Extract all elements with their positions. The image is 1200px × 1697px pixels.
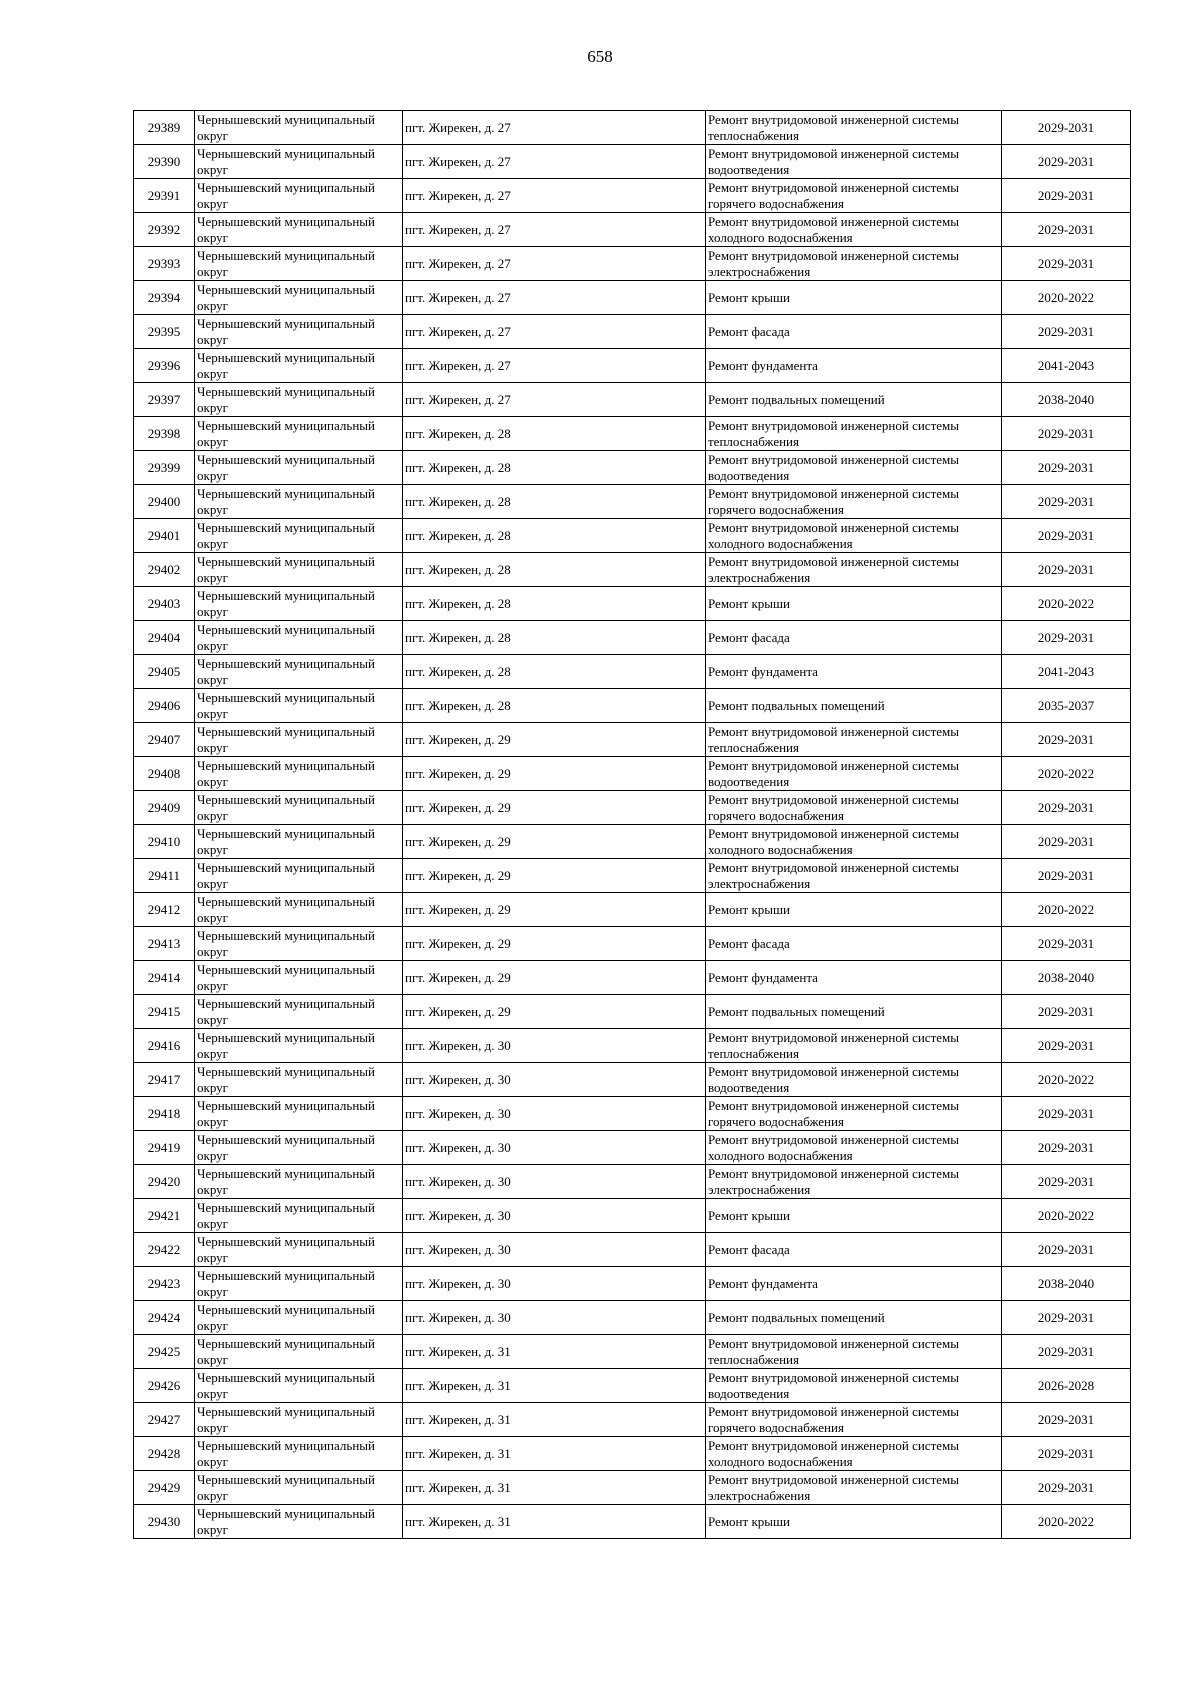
period-cell: 2029-2031 bbox=[1002, 825, 1131, 859]
table-row bbox=[134, 1199, 1131, 1233]
address-cell: пгт. Жирекен, д. 27 bbox=[403, 213, 706, 247]
work-type-cell: Ремонт крыши bbox=[706, 281, 1002, 315]
municipality-cell: Чернышевский муниципальный округ bbox=[195, 1369, 403, 1403]
table-row bbox=[134, 1131, 1131, 1165]
table-row bbox=[134, 281, 1131, 315]
table-row bbox=[134, 485, 1131, 519]
work-type-cell: Ремонт внутридомовой инженерной системы теплоснабжения bbox=[706, 723, 1002, 757]
period-cell: 2029-2031 bbox=[1002, 1471, 1131, 1505]
address-cell: пгт. Жирекен, д. 28 bbox=[403, 587, 706, 621]
row-number-cell: 29397 bbox=[134, 383, 195, 417]
period-cell: 2020-2022 bbox=[1002, 1199, 1131, 1233]
row-number-cell: 29392 bbox=[134, 213, 195, 247]
work-type-cell: Ремонт внутридомовой инженерной системы водоотведения bbox=[706, 1369, 1002, 1403]
work-type-cell: Ремонт подвальных помещений bbox=[706, 689, 1002, 723]
table-row bbox=[134, 825, 1131, 859]
period-cell: 2026-2028 bbox=[1002, 1369, 1131, 1403]
work-type-cell: Ремонт внутридомовой инженерной системы теплоснабжения bbox=[706, 1029, 1002, 1063]
period-cell: 2038-2040 bbox=[1002, 383, 1131, 417]
period-cell: 2029-2031 bbox=[1002, 927, 1131, 961]
period-cell: 2029-2031 bbox=[1002, 791, 1131, 825]
period-cell: 2029-2031 bbox=[1002, 1029, 1131, 1063]
municipality-cell: Чернышевский муниципальный округ bbox=[195, 621, 403, 655]
work-type-cell: Ремонт внутридомовой инженерной системы холодного водоснабжения bbox=[706, 1437, 1002, 1471]
row-number-cell: 29417 bbox=[134, 1063, 195, 1097]
row-number-cell: 29414 bbox=[134, 961, 195, 995]
period-cell: 2020-2022 bbox=[1002, 281, 1131, 315]
period-cell: 2020-2022 bbox=[1002, 587, 1131, 621]
row-number-cell: 29415 bbox=[134, 995, 195, 1029]
municipality-cell: Чернышевский муниципальный округ bbox=[195, 791, 403, 825]
table-row bbox=[134, 1029, 1131, 1063]
period-cell: 2041-2043 bbox=[1002, 655, 1131, 689]
table-row bbox=[134, 723, 1131, 757]
address-cell: пгт. Жирекен, д. 29 bbox=[403, 791, 706, 825]
row-number-cell: 29403 bbox=[134, 587, 195, 621]
municipality-cell: Чернышевский муниципальный округ bbox=[195, 519, 403, 553]
work-type-cell: Ремонт крыши bbox=[706, 893, 1002, 927]
municipality-cell: Чернышевский муниципальный округ bbox=[195, 315, 403, 349]
row-number-cell: 29416 bbox=[134, 1029, 195, 1063]
municipality-cell: Чернышевский муниципальный округ bbox=[195, 689, 403, 723]
municipality-cell: Чернышевский муниципальный округ bbox=[195, 1403, 403, 1437]
period-cell: 2029-2031 bbox=[1002, 995, 1131, 1029]
work-type-cell: Ремонт фасада bbox=[706, 315, 1002, 349]
row-number-cell: 29424 bbox=[134, 1301, 195, 1335]
row-number-cell: 29393 bbox=[134, 247, 195, 281]
municipality-cell: Чернышевский муниципальный округ bbox=[195, 723, 403, 757]
address-cell: пгт. Жирекен, д. 29 bbox=[403, 961, 706, 995]
municipality-cell: Чернышевский муниципальный округ bbox=[195, 553, 403, 587]
period-cell: 2029-2031 bbox=[1002, 417, 1131, 451]
work-type-cell: Ремонт крыши bbox=[706, 1199, 1002, 1233]
municipality-cell: Чернышевский муниципальный округ bbox=[195, 825, 403, 859]
table-row bbox=[134, 111, 1131, 145]
work-type-cell: Ремонт крыши bbox=[706, 587, 1002, 621]
municipality-cell: Чернышевский муниципальный округ bbox=[195, 1335, 403, 1369]
row-number-cell: 29408 bbox=[134, 757, 195, 791]
row-number-cell: 29420 bbox=[134, 1165, 195, 1199]
work-type-cell: Ремонт внутридомовой инженерной системы водоотведения bbox=[706, 451, 1002, 485]
address-cell: пгт. Жирекен, д. 30 bbox=[403, 1097, 706, 1131]
work-type-cell: Ремонт внутридомовой инженерной системы горячего водоснабжения bbox=[706, 485, 1002, 519]
municipality-cell: Чернышевский муниципальный округ bbox=[195, 179, 403, 213]
repair-schedule-table bbox=[133, 110, 1131, 1539]
table-row bbox=[134, 587, 1131, 621]
address-cell: пгт. Жирекен, д. 29 bbox=[403, 927, 706, 961]
address-cell: пгт. Жирекен, д. 27 bbox=[403, 247, 706, 281]
table-row bbox=[134, 655, 1131, 689]
table-row bbox=[134, 1505, 1131, 1539]
address-cell: пгт. Жирекен, д. 30 bbox=[403, 1029, 706, 1063]
work-type-cell: Ремонт внутридомовой инженерной системы электроснабжения bbox=[706, 1471, 1002, 1505]
period-cell: 2029-2031 bbox=[1002, 315, 1131, 349]
work-type-cell: Ремонт подвальных помещений bbox=[706, 995, 1002, 1029]
period-cell: 2029-2031 bbox=[1002, 1097, 1131, 1131]
address-cell: пгт. Жирекен, д. 28 bbox=[403, 451, 706, 485]
page-number: 658 bbox=[587, 47, 613, 66]
row-number-cell: 29391 bbox=[134, 179, 195, 213]
table-row bbox=[134, 145, 1131, 179]
municipality-cell: Чернышевский муниципальный округ bbox=[195, 1165, 403, 1199]
table-row bbox=[134, 961, 1131, 995]
address-cell: пгт. Жирекен, д. 31 bbox=[403, 1369, 706, 1403]
period-cell: 2029-2031 bbox=[1002, 859, 1131, 893]
address-cell: пгт. Жирекен, д. 28 bbox=[403, 655, 706, 689]
municipality-cell: Чернышевский муниципальный округ bbox=[195, 213, 403, 247]
work-type-cell: Ремонт фасада bbox=[706, 927, 1002, 961]
address-cell: пгт. Жирекен, д. 27 bbox=[403, 281, 706, 315]
period-cell: 2029-2031 bbox=[1002, 723, 1131, 757]
municipality-cell: Чернышевский муниципальный округ bbox=[195, 1301, 403, 1335]
municipality-cell: Чернышевский муниципальный округ bbox=[195, 1233, 403, 1267]
period-cell: 2029-2031 bbox=[1002, 179, 1131, 213]
period-cell: 2041-2043 bbox=[1002, 349, 1131, 383]
table-row bbox=[134, 1437, 1131, 1471]
table-row bbox=[134, 893, 1131, 927]
address-cell: пгт. Жирекен, д. 29 bbox=[403, 757, 706, 791]
address-cell: пгт. Жирекен, д. 27 bbox=[403, 315, 706, 349]
period-cell: 2029-2031 bbox=[1002, 145, 1131, 179]
address-cell: пгт. Жирекен, д. 29 bbox=[403, 825, 706, 859]
work-type-cell: Ремонт внутридомовой инженерной системы водоотведения bbox=[706, 1063, 1002, 1097]
work-type-cell: Ремонт внутридомовой инженерной системы водоотведения bbox=[706, 757, 1002, 791]
work-type-cell: Ремонт внутридомовой инженерной системы теплоснабжения bbox=[706, 417, 1002, 451]
municipality-cell: Чернышевский муниципальный округ bbox=[195, 655, 403, 689]
address-cell: пгт. Жирекен, д. 27 bbox=[403, 179, 706, 213]
municipality-cell: Чернышевский муниципальный округ bbox=[195, 1267, 403, 1301]
table-row bbox=[134, 553, 1131, 587]
row-number-cell: 29405 bbox=[134, 655, 195, 689]
municipality-cell: Чернышевский муниципальный округ bbox=[195, 383, 403, 417]
work-type-cell: Ремонт внутридомовой инженерной системы электроснабжения bbox=[706, 1165, 1002, 1199]
row-number-cell: 29394 bbox=[134, 281, 195, 315]
table-row bbox=[134, 417, 1131, 451]
work-type-cell: Ремонт внутридомовой инженерной системы электроснабжения bbox=[706, 553, 1002, 587]
work-type-cell: Ремонт внутридомовой инженерной системы электроснабжения bbox=[706, 859, 1002, 893]
table-row bbox=[134, 621, 1131, 655]
table-row bbox=[134, 349, 1131, 383]
table-row bbox=[134, 689, 1131, 723]
address-cell: пгт. Жирекен, д. 29 bbox=[403, 893, 706, 927]
municipality-cell: Чернышевский муниципальный округ bbox=[195, 349, 403, 383]
period-cell: 2020-2022 bbox=[1002, 1063, 1131, 1097]
row-number-cell: 29418 bbox=[134, 1097, 195, 1131]
table-row bbox=[134, 757, 1131, 791]
municipality-cell: Чернышевский муниципальный округ bbox=[195, 1097, 403, 1131]
address-cell: пгт. Жирекен, д. 30 bbox=[403, 1131, 706, 1165]
municipality-cell: Чернышевский муниципальный округ bbox=[195, 587, 403, 621]
address-cell: пгт. Жирекен, д. 30 bbox=[403, 1267, 706, 1301]
address-cell: пгт. Жирекен, д. 28 bbox=[403, 485, 706, 519]
period-cell: 2038-2040 bbox=[1002, 1267, 1131, 1301]
period-cell: 2020-2022 bbox=[1002, 1505, 1131, 1539]
address-cell: пгт. Жирекен, д. 31 bbox=[403, 1335, 706, 1369]
address-cell: пгт. Жирекен, д. 30 bbox=[403, 1199, 706, 1233]
address-cell: пгт. Жирекен, д. 28 bbox=[403, 621, 706, 655]
row-number-cell: 29390 bbox=[134, 145, 195, 179]
municipality-cell: Чернышевский муниципальный округ bbox=[195, 111, 403, 145]
table-row bbox=[134, 383, 1131, 417]
work-type-cell: Ремонт фундамента bbox=[706, 961, 1002, 995]
work-type-cell: Ремонт фасада bbox=[706, 1233, 1002, 1267]
table-row bbox=[134, 1301, 1131, 1335]
municipality-cell: Чернышевский муниципальный округ bbox=[195, 247, 403, 281]
address-cell: пгт. Жирекен, д. 29 bbox=[403, 859, 706, 893]
row-number-cell: 29413 bbox=[134, 927, 195, 961]
row-number-cell: 29422 bbox=[134, 1233, 195, 1267]
table-row bbox=[134, 1165, 1131, 1199]
row-number-cell: 29428 bbox=[134, 1437, 195, 1471]
row-number-cell: 29426 bbox=[134, 1369, 195, 1403]
work-type-cell: Ремонт внутридомовой инженерной системы горячего водоснабжения bbox=[706, 1403, 1002, 1437]
row-number-cell: 29423 bbox=[134, 1267, 195, 1301]
table-row bbox=[134, 1369, 1131, 1403]
municipality-cell: Чернышевский муниципальный округ bbox=[195, 451, 403, 485]
table-row bbox=[134, 1403, 1131, 1437]
table-row bbox=[134, 213, 1131, 247]
address-cell: пгт. Жирекен, д. 29 bbox=[403, 723, 706, 757]
period-cell: 2029-2031 bbox=[1002, 553, 1131, 587]
municipality-cell: Чернышевский муниципальный округ bbox=[195, 1029, 403, 1063]
municipality-cell: Чернышевский муниципальный округ bbox=[195, 757, 403, 791]
row-number-cell: 29412 bbox=[134, 893, 195, 927]
address-cell: пгт. Жирекен, д. 27 bbox=[403, 349, 706, 383]
row-number-cell: 29407 bbox=[134, 723, 195, 757]
address-cell: пгт. Жирекен, д. 27 bbox=[403, 111, 706, 145]
municipality-cell: Чернышевский муниципальный округ bbox=[195, 281, 403, 315]
table-row bbox=[134, 519, 1131, 553]
address-cell: пгт. Жирекен, д. 30 bbox=[403, 1233, 706, 1267]
address-cell: пгт. Жирекен, д. 29 bbox=[403, 995, 706, 1029]
address-cell: пгт. Жирекен, д. 28 bbox=[403, 519, 706, 553]
address-cell: пгт. Жирекен, д. 31 bbox=[403, 1437, 706, 1471]
row-number-cell: 29396 bbox=[134, 349, 195, 383]
work-type-cell: Ремонт внутридомовой инженерной системы горячего водоснабжения bbox=[706, 1097, 1002, 1131]
work-type-cell: Ремонт внутридомовой инженерной системы горячего водоснабжения bbox=[706, 791, 1002, 825]
address-cell: пгт. Жирекен, д. 27 bbox=[403, 145, 706, 179]
table-row bbox=[134, 1063, 1131, 1097]
row-number-cell: 29409 bbox=[134, 791, 195, 825]
address-cell: пгт. Жирекен, д. 27 bbox=[403, 383, 706, 417]
work-type-cell: Ремонт внутридомовой инженерной системы теплоснабжения bbox=[706, 1335, 1002, 1369]
period-cell: 2029-2031 bbox=[1002, 1131, 1131, 1165]
row-number-cell: 29429 bbox=[134, 1471, 195, 1505]
municipality-cell: Чернышевский муниципальный округ bbox=[195, 1437, 403, 1471]
table-row bbox=[134, 859, 1131, 893]
work-type-cell: Ремонт фасада bbox=[706, 621, 1002, 655]
row-number-cell: 29410 bbox=[134, 825, 195, 859]
work-type-cell: Ремонт подвальных помещений bbox=[706, 383, 1002, 417]
table-row bbox=[134, 1097, 1131, 1131]
municipality-cell: Чернышевский муниципальный округ bbox=[195, 145, 403, 179]
work-type-cell: Ремонт фундамента bbox=[706, 655, 1002, 689]
municipality-cell: Чернышевский муниципальный округ bbox=[195, 485, 403, 519]
address-cell: пгт. Жирекен, д. 31 bbox=[403, 1403, 706, 1437]
period-cell: 2029-2031 bbox=[1002, 1301, 1131, 1335]
row-number-cell: 29399 bbox=[134, 451, 195, 485]
municipality-cell: Чернышевский муниципальный округ bbox=[195, 1199, 403, 1233]
municipality-cell: Чернышевский муниципальный округ bbox=[195, 1131, 403, 1165]
row-number-cell: 29401 bbox=[134, 519, 195, 553]
work-type-cell: Ремонт внутридомовой инженерной системы теплоснабжения bbox=[706, 111, 1002, 145]
municipality-cell: Чернышевский муниципальный округ bbox=[195, 417, 403, 451]
work-type-cell: Ремонт крыши bbox=[706, 1505, 1002, 1539]
row-number-cell: 29421 bbox=[134, 1199, 195, 1233]
municipality-cell: Чернышевский муниципальный округ bbox=[195, 961, 403, 995]
work-type-cell: Ремонт фундамента bbox=[706, 1267, 1002, 1301]
row-number-cell: 29406 bbox=[134, 689, 195, 723]
row-number-cell: 29389 bbox=[134, 111, 195, 145]
municipality-cell: Чернышевский муниципальный округ bbox=[195, 893, 403, 927]
table-row bbox=[134, 1267, 1131, 1301]
period-cell: 2029-2031 bbox=[1002, 111, 1131, 145]
period-cell: 2029-2031 bbox=[1002, 485, 1131, 519]
period-cell: 2029-2031 bbox=[1002, 1437, 1131, 1471]
period-cell: 2035-2037 bbox=[1002, 689, 1131, 723]
work-type-cell: Ремонт фундамента bbox=[706, 349, 1002, 383]
address-cell: пгт. Жирекен, д. 31 bbox=[403, 1505, 706, 1539]
municipality-cell: Чернышевский муниципальный округ bbox=[195, 927, 403, 961]
table-row bbox=[134, 451, 1131, 485]
address-cell: пгт. Жирекен, д. 30 bbox=[403, 1063, 706, 1097]
period-cell: 2029-2031 bbox=[1002, 1403, 1131, 1437]
row-number-cell: 29400 bbox=[134, 485, 195, 519]
row-number-cell: 29419 bbox=[134, 1131, 195, 1165]
row-number-cell: 29411 bbox=[134, 859, 195, 893]
row-number-cell: 29402 bbox=[134, 553, 195, 587]
period-cell: 2029-2031 bbox=[1002, 1233, 1131, 1267]
period-cell: 2038-2040 bbox=[1002, 961, 1131, 995]
row-number-cell: 29398 bbox=[134, 417, 195, 451]
table-body bbox=[134, 111, 1131, 1539]
row-number-cell: 29404 bbox=[134, 621, 195, 655]
table-row bbox=[134, 247, 1131, 281]
work-type-cell: Ремонт внутридомовой инженерной системы электроснабжения bbox=[706, 247, 1002, 281]
table-row bbox=[134, 179, 1131, 213]
work-type-cell: Ремонт внутридомовой инженерной системы холодного водоснабжения bbox=[706, 519, 1002, 553]
period-cell: 2029-2031 bbox=[1002, 1165, 1131, 1199]
work-type-cell: Ремонт внутридомовой инженерной системы горячего водоснабжения bbox=[706, 179, 1002, 213]
address-cell: пгт. Жирекен, д. 28 bbox=[403, 689, 706, 723]
table-row bbox=[134, 791, 1131, 825]
address-cell: пгт. Жирекен, д. 31 bbox=[403, 1471, 706, 1505]
address-cell: пгт. Жирекен, д. 28 bbox=[403, 553, 706, 587]
table-row bbox=[134, 927, 1131, 961]
municipality-cell: Чернышевский муниципальный округ bbox=[195, 1471, 403, 1505]
work-type-cell: Ремонт внутридомовой инженерной системы холодного водоснабжения bbox=[706, 213, 1002, 247]
period-cell: 2029-2031 bbox=[1002, 519, 1131, 553]
period-cell: 2029-2031 bbox=[1002, 621, 1131, 655]
period-cell: 2029-2031 bbox=[1002, 247, 1131, 281]
work-type-cell: Ремонт внутридомовой инженерной системы холодного водоснабжения bbox=[706, 1131, 1002, 1165]
period-cell: 2029-2031 bbox=[1002, 213, 1131, 247]
period-cell: 2029-2031 bbox=[1002, 451, 1131, 485]
row-number-cell: 29395 bbox=[134, 315, 195, 349]
work-type-cell: Ремонт подвальных помещений bbox=[706, 1301, 1002, 1335]
work-type-cell: Ремонт внутридомовой инженерной системы холодного водоснабжения bbox=[706, 825, 1002, 859]
repair-schedule-table-container bbox=[133, 110, 1130, 1539]
work-type-cell: Ремонт внутридомовой инженерной системы водоотведения bbox=[706, 145, 1002, 179]
row-number-cell: 29430 bbox=[134, 1505, 195, 1539]
address-cell: пгт. Жирекен, д. 30 bbox=[403, 1301, 706, 1335]
table-row bbox=[134, 1335, 1131, 1369]
table-row bbox=[134, 315, 1131, 349]
table-row bbox=[134, 1471, 1131, 1505]
row-number-cell: 29427 bbox=[134, 1403, 195, 1437]
period-cell: 2020-2022 bbox=[1002, 893, 1131, 927]
municipality-cell: Чернышевский муниципальный округ bbox=[195, 1505, 403, 1539]
municipality-cell: Чернышевский муниципальный округ bbox=[195, 859, 403, 893]
municipality-cell: Чернышевский муниципальный округ bbox=[195, 1063, 403, 1097]
table-row bbox=[134, 1233, 1131, 1267]
row-number-cell: 29425 bbox=[134, 1335, 195, 1369]
period-cell: 2029-2031 bbox=[1002, 1335, 1131, 1369]
period-cell: 2020-2022 bbox=[1002, 757, 1131, 791]
address-cell: пгт. Жирекен, д. 30 bbox=[403, 1165, 706, 1199]
table-row bbox=[134, 995, 1131, 1029]
municipality-cell: Чернышевский муниципальный округ bbox=[195, 995, 403, 1029]
address-cell: пгт. Жирекен, д. 28 bbox=[403, 417, 706, 451]
